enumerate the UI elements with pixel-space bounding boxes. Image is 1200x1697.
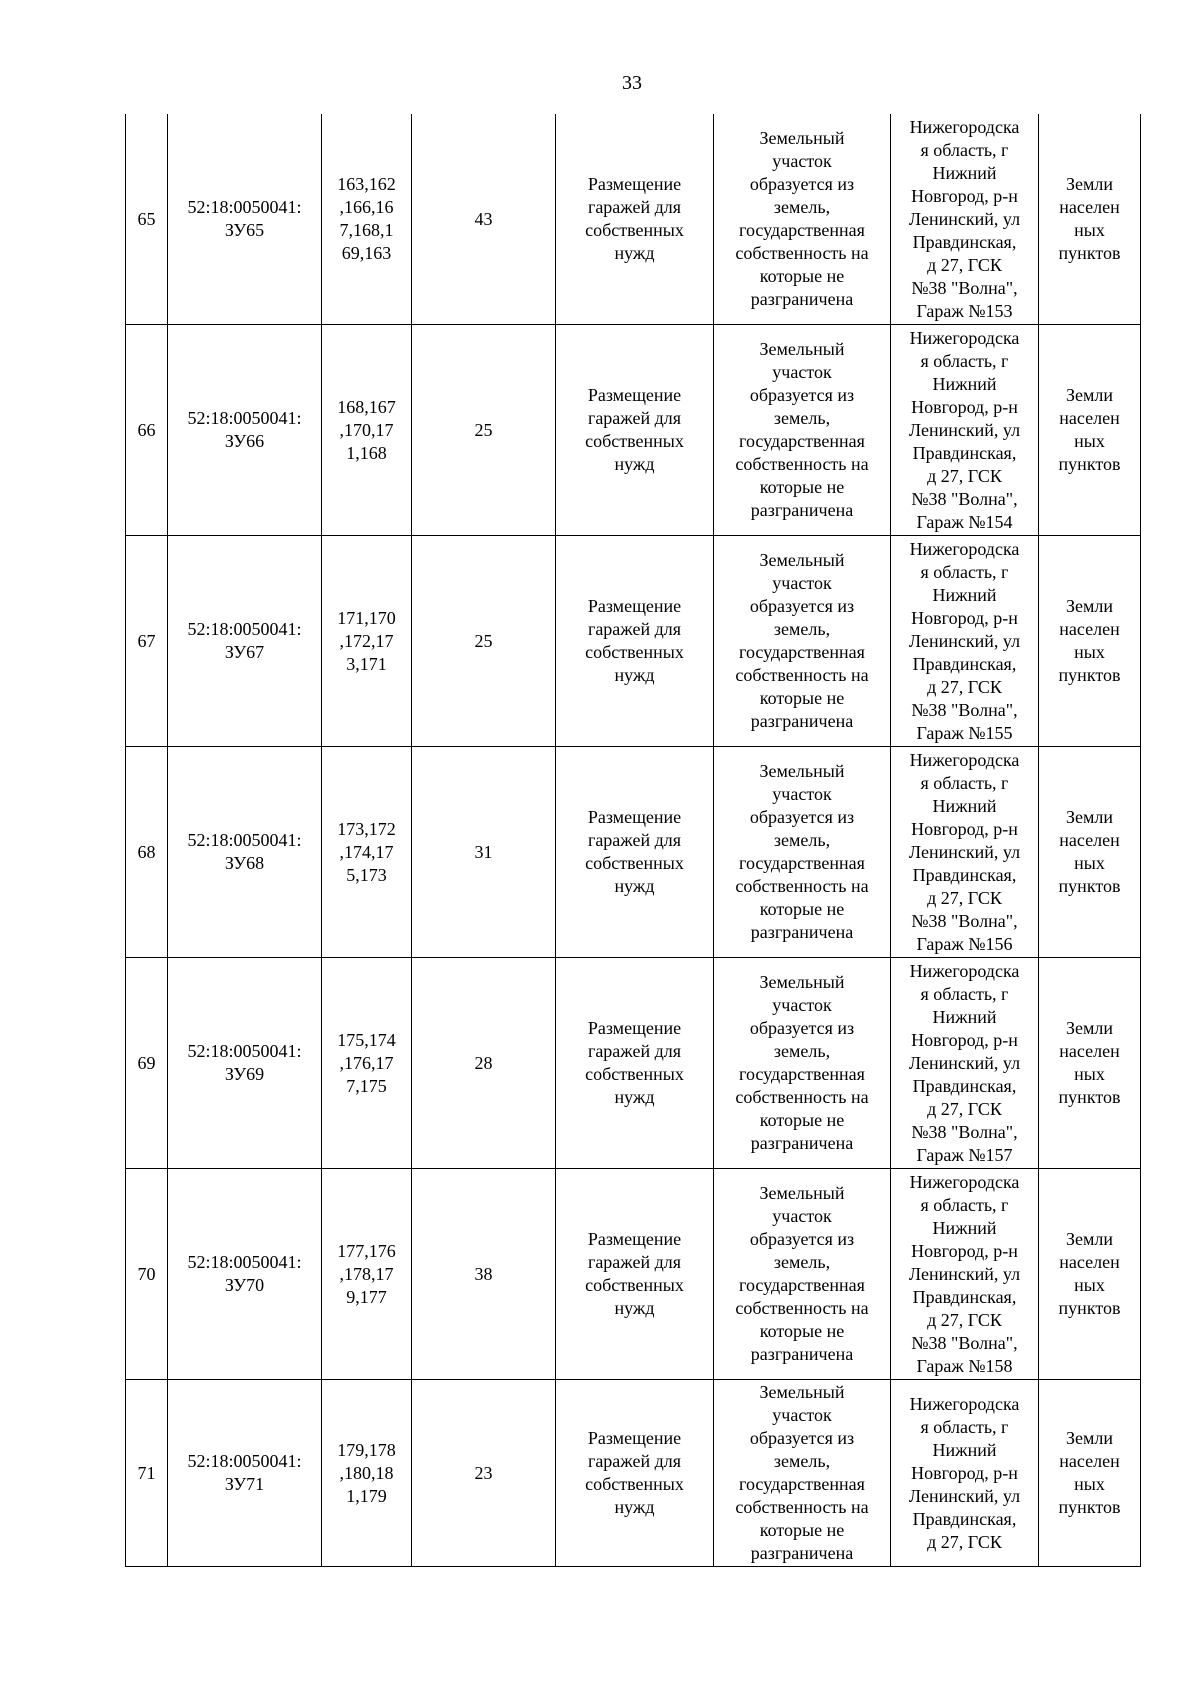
cell-line: гаражей для (587, 197, 682, 217)
land-category-cell (1039, 747, 1141, 958)
cell-line: Ленинский, ул (908, 208, 1021, 229)
cell-line: 7,175 (346, 1075, 387, 1096)
cell-line: земель, (773, 1451, 831, 1471)
cell-line: ных (1074, 1275, 1105, 1295)
permitted-use-cell (556, 958, 714, 1169)
cell-line: разграничена (750, 1344, 854, 1364)
cadastral-number-cell (168, 536, 322, 747)
address-cell (891, 325, 1039, 536)
cell-line: Земельный (759, 1382, 845, 1402)
cell-line: населен (1059, 197, 1120, 217)
cell-line: Размещение (587, 174, 682, 194)
page-number: 33 (622, 72, 642, 94)
table-row (126, 1380, 1141, 1567)
table-row (126, 536, 1141, 747)
cell-line: собственность на (735, 1087, 869, 1107)
cell-line: собственность на (735, 1497, 869, 1517)
cell-line: Нижегородска (909, 1171, 1020, 1192)
cell-line: государственная (739, 642, 865, 662)
land-category-cell (1039, 1169, 1141, 1380)
cell-line: Ленинский, ул (908, 1485, 1021, 1506)
boundary-points-cell (322, 1380, 412, 1567)
cell-line: нужд (614, 1298, 655, 1318)
formation-method-cell (714, 536, 891, 747)
cell-line: образуется из (749, 174, 855, 194)
cell-line: ных (1074, 853, 1105, 873)
cell-line: участок (772, 151, 832, 171)
cell-line: нужд (614, 876, 655, 896)
cell-line: Земли (1065, 807, 1113, 827)
cell-line: собственность на (735, 454, 869, 474)
address-cell (891, 958, 1039, 1169)
cell-line: земель, (773, 408, 831, 428)
formation-method-cell (714, 958, 891, 1169)
cell-line: земель, (773, 1041, 831, 1061)
cell-line: земель, (773, 1252, 831, 1272)
permitted-use-cell (556, 747, 714, 958)
row-number-cell: 66 (126, 325, 168, 536)
cell-line: я область, г (920, 1194, 1009, 1215)
cell-line: Нижний (932, 1217, 997, 1238)
cell-line: Правдинская, (912, 864, 1017, 885)
cell-line: Ленинский, ул (908, 841, 1021, 862)
address-cell (891, 1380, 1039, 1567)
cell-line: которые не (759, 1520, 845, 1540)
cell-line: 179,178 (337, 1439, 396, 1460)
cell-line: Новгород, р-н (911, 1029, 1018, 1050)
cell-line: Гараж №157 (916, 1144, 1013, 1165)
cell-line: я область, г (920, 1416, 1009, 1437)
cell-line: 52:18:0050041: (187, 619, 302, 639)
row-number-cell: 65 (126, 114, 168, 325)
cell-line: участок (772, 362, 832, 382)
cell-line: которые не (759, 266, 845, 286)
cell-line: ,170,17 (339, 419, 394, 440)
cell-line: разграничена (750, 1543, 854, 1563)
cell-line: ЗУ68 (224, 853, 265, 873)
cell-line: участок (772, 784, 832, 804)
cell-line: населен (1059, 408, 1120, 428)
formation-method-cell (714, 114, 891, 325)
cell-line: собственных (585, 642, 684, 662)
cell-line: государственная (739, 1474, 865, 1494)
table-row (126, 1169, 1141, 1380)
cell-line: земель, (773, 197, 831, 217)
cell-line: образуется из (749, 1229, 855, 1249)
area-cell: 23 (412, 1380, 556, 1567)
land-plots-table (125, 114, 1141, 1567)
cell-line: Нижегородска (909, 960, 1020, 981)
cell-line: ,176,17 (339, 1052, 394, 1073)
land-category-cell (1039, 958, 1141, 1169)
cell-line: образуется из (749, 596, 855, 616)
land-category-cell (1039, 114, 1141, 325)
cell-line: Земли (1065, 174, 1113, 194)
cell-line: я область, г (920, 772, 1009, 793)
cell-line: образуется из (749, 385, 855, 405)
cell-line: пунктов (1058, 1087, 1121, 1107)
cell-line: ,174,17 (339, 841, 394, 862)
cell-line: ных (1074, 642, 1105, 662)
cell-line: нужд (614, 454, 655, 474)
cell-line: Нижний (932, 1006, 997, 1027)
cell-line: Земельный (759, 128, 845, 148)
cell-line: Земельный (759, 1183, 845, 1203)
cell-line: Нижний (932, 373, 997, 394)
formation-method-cell (714, 325, 891, 536)
area-cell: 43 (412, 114, 556, 325)
cell-line: нужд (614, 1087, 655, 1107)
cell-line: 173,172 (337, 818, 396, 839)
row-number-cell: 71 (126, 1380, 168, 1567)
cell-line: 163,162 (337, 174, 396, 194)
cell-line: собственность на (735, 665, 869, 685)
cell-line: государственная (739, 431, 865, 451)
cell-line: 175,174 (337, 1029, 396, 1050)
cell-line: пунктов (1058, 665, 1121, 685)
cell-line: ЗУ71 (224, 1474, 265, 1494)
cell-line: пунктов (1058, 243, 1121, 263)
cell-line: я область, г (920, 983, 1009, 1004)
cell-line: Размещение (587, 1428, 682, 1448)
cell-line: 1,168 (346, 442, 387, 463)
cell-line: д 27, ГСК (927, 1098, 1002, 1119)
cell-line: 52:18:0050041: (187, 1252, 302, 1272)
cell-line: Ленинский, ул (908, 419, 1021, 440)
cell-line: 52:18:0050041: (187, 197, 302, 217)
cell-line: ЗУ69 (224, 1064, 265, 1084)
cell-line: Земли (1065, 1428, 1113, 1448)
boundary-points-cell (322, 958, 412, 1169)
cell-line: гаражей для (587, 830, 682, 850)
cell-line: собственных (585, 1275, 684, 1295)
cell-line: Нижегородска (909, 538, 1020, 559)
cell-line: которые не (759, 899, 845, 919)
cell-line: Размещение (587, 596, 682, 616)
cadastral-number-cell (168, 114, 322, 325)
cell-line: которые не (759, 1321, 845, 1341)
land-category-cell (1039, 1380, 1141, 1567)
cell-line: Новгород, р-н (911, 396, 1018, 417)
cell-line: Правдинская, (912, 1508, 1017, 1529)
table-row (126, 747, 1141, 958)
cell-line: Земли (1065, 1018, 1113, 1038)
cell-line: Нижегородска (909, 749, 1020, 770)
cell-line: №38 "Волна", (911, 488, 1018, 509)
boundary-points-cell (322, 747, 412, 958)
boundary-points-cell (322, 325, 412, 536)
formation-method-cell (714, 747, 891, 958)
cell-line: Новгород, р-н (911, 1462, 1018, 1483)
cell-line: №38 "Волна", (911, 910, 1018, 931)
cell-line: Размещение (587, 1229, 682, 1249)
cell-line: населен (1059, 619, 1120, 639)
area-cell: 31 (412, 747, 556, 958)
cell-line: Правдинская, (912, 442, 1017, 463)
cell-line: которые не (759, 477, 845, 497)
cell-line: ,172,17 (339, 630, 394, 651)
cell-line: гаражей для (587, 1041, 682, 1061)
cell-line: Размещение (587, 807, 682, 827)
cell-line: Правдинская, (912, 653, 1017, 674)
cell-line: собственность на (735, 1298, 869, 1318)
table-row (126, 958, 1141, 1169)
boundary-points-cell (322, 114, 412, 325)
cell-line: Размещение (587, 1018, 682, 1038)
cell-line: Земельный (759, 550, 845, 570)
cell-line: государственная (739, 853, 865, 873)
cell-line: Новгород, р-н (911, 1240, 1018, 1261)
area-cell: 25 (412, 325, 556, 536)
cell-line: разграничена (750, 1133, 854, 1153)
cell-line: ных (1074, 220, 1105, 240)
cell-line: 52:18:0050041: (187, 408, 302, 428)
cell-line: Новгород, р-н (911, 818, 1018, 839)
cell-line: ных (1074, 1064, 1105, 1084)
land-category-cell (1039, 536, 1141, 747)
cell-line: собственных (585, 220, 684, 240)
cell-line: ЗУ70 (224, 1275, 265, 1295)
area-cell: 25 (412, 536, 556, 747)
cell-line: 69,163 (341, 243, 392, 263)
cell-line: нужд (614, 243, 655, 263)
cell-line: разграничена (750, 289, 854, 309)
row-number-cell: 67 (126, 536, 168, 747)
cell-line: я область, г (920, 561, 1009, 582)
cell-line: 171,170 (337, 607, 396, 628)
row-number-cell: 69 (126, 958, 168, 1169)
cell-line: Правдинская, (912, 1075, 1017, 1096)
cell-line: разграничена (750, 711, 854, 731)
cell-line: гаражей для (587, 1451, 682, 1471)
address-cell (891, 747, 1039, 958)
cell-line: собственных (585, 853, 684, 873)
cell-line: которые не (759, 688, 845, 708)
cell-line: ЗУ66 (224, 431, 265, 451)
cell-line: Нижний (932, 795, 997, 816)
cell-line: пунктов (1058, 1298, 1121, 1318)
row-number-cell: 68 (126, 747, 168, 958)
cell-line: Размещение (587, 385, 682, 405)
cell-line: ,180,18 (339, 1462, 394, 1483)
cell-line: Гараж №155 (916, 722, 1013, 743)
cell-line: образуется из (749, 807, 855, 827)
cell-line: собственных (585, 1474, 684, 1494)
cell-line: гаражей для (587, 619, 682, 639)
cell-line: земель, (773, 830, 831, 850)
cell-line: Нижний (932, 584, 997, 605)
cell-line: Нижегородска (909, 1393, 1020, 1414)
cell-line: собственность на (735, 243, 869, 263)
cell-line: Земельный (759, 339, 845, 359)
cell-line: собственных (585, 1064, 684, 1084)
cell-line: Нижний (932, 162, 997, 183)
cell-line: Гараж №158 (916, 1355, 1013, 1376)
cell-line: населен (1059, 1252, 1120, 1272)
table-row (126, 325, 1141, 536)
cell-line: 3,171 (346, 653, 387, 674)
cell-line: населен (1059, 1451, 1120, 1471)
cell-line: пунктов (1058, 454, 1121, 474)
area-cell: 28 (412, 958, 556, 1169)
cell-line: Земли (1065, 1229, 1113, 1249)
area-cell: 38 (412, 1169, 556, 1380)
cell-line: Новгород, р-н (911, 607, 1018, 628)
cell-line: ,178,17 (339, 1263, 394, 1284)
cell-line: государственная (739, 1064, 865, 1084)
boundary-points-cell (322, 536, 412, 747)
permitted-use-cell (556, 1169, 714, 1380)
permitted-use-cell (556, 1380, 714, 1567)
row-number-cell: 70 (126, 1169, 168, 1380)
cell-line: Гараж №153 (916, 300, 1013, 321)
cell-line: собственных (585, 431, 684, 451)
cell-line: д 27, ГСК (927, 676, 1002, 697)
cell-line: нужд (614, 665, 655, 685)
cell-line: 168,167 (337, 396, 396, 417)
cell-line: д 27, ГСК (927, 1531, 1002, 1552)
cell-line: которые не (759, 1110, 845, 1130)
cell-line: ных (1074, 431, 1105, 451)
cell-line: Новгород, р-н (911, 185, 1018, 206)
cell-line: участок (772, 1206, 832, 1226)
cell-line: я область, г (920, 139, 1009, 160)
cell-line: Ленинский, ул (908, 1052, 1021, 1073)
cell-line: 52:18:0050041: (187, 1041, 302, 1061)
permitted-use-cell (556, 114, 714, 325)
land-category-cell (1039, 325, 1141, 536)
cell-line: д 27, ГСК (927, 1309, 1002, 1330)
cell-line: Ленинский, ул (908, 630, 1021, 651)
cell-line: Земли (1065, 385, 1113, 405)
permitted-use-cell (556, 325, 714, 536)
cell-line: д 27, ГСК (927, 254, 1002, 275)
address-cell (891, 114, 1039, 325)
cadastral-number-cell (168, 1380, 322, 1567)
cell-line: 52:18:0050041: (187, 830, 302, 850)
cell-line: ных (1074, 1474, 1105, 1494)
cadastral-number-cell (168, 325, 322, 536)
cell-line: участок (772, 995, 832, 1015)
cell-line: 1,179 (346, 1485, 387, 1506)
cell-line: Нижегородска (909, 327, 1020, 348)
cell-line: нужд (614, 1497, 655, 1517)
cell-line: Нижегородска (909, 116, 1020, 137)
formation-method-cell (714, 1380, 891, 1567)
cell-line: Нижний (932, 1439, 997, 1460)
cell-line: разграничена (750, 500, 854, 520)
cell-line: собственность на (735, 876, 869, 896)
cell-line: государственная (739, 220, 865, 240)
cell-line: участок (772, 573, 832, 593)
table-body (126, 114, 1141, 1567)
cell-line: пунктов (1058, 876, 1121, 896)
cell-line: образуется из (749, 1428, 855, 1448)
boundary-points-cell (322, 1169, 412, 1380)
cell-line: Земельный (759, 761, 845, 781)
cell-line: Правдинская, (912, 1286, 1017, 1307)
cell-line: Земельный (759, 972, 845, 992)
cadastral-number-cell (168, 747, 322, 958)
cell-line: д 27, ГСК (927, 887, 1002, 908)
cell-line: ЗУ67 (224, 642, 265, 662)
cadastral-number-cell (168, 958, 322, 1169)
cell-line: 5,173 (346, 864, 387, 885)
table-row (126, 114, 1141, 325)
formation-method-cell (714, 1169, 891, 1380)
cell-line: №38 "Волна", (911, 277, 1018, 298)
cell-line: населен (1059, 830, 1120, 850)
cell-line: Гараж №156 (916, 933, 1013, 954)
cell-line: образуется из (749, 1018, 855, 1038)
cell-line: №38 "Волна", (911, 1332, 1018, 1353)
cadastral-number-cell (168, 1169, 322, 1380)
cell-line: Правдинская, (912, 231, 1017, 252)
cell-line: государственная (739, 1275, 865, 1295)
cell-line: ЗУ65 (224, 220, 265, 240)
cell-line: №38 "Волна", (911, 1121, 1018, 1142)
cell-line: разграничена (750, 922, 854, 942)
cell-line: земель, (773, 619, 831, 639)
cell-line: гаражей для (587, 1252, 682, 1272)
cell-line: 7,168,1 (339, 220, 394, 240)
cell-line: Ленинский, ул (908, 1263, 1021, 1284)
cell-line: ,166,16 (339, 197, 394, 217)
cell-line: гаражей для (587, 408, 682, 428)
cell-line: 9,177 (346, 1286, 387, 1307)
cell-line: пунктов (1058, 1497, 1121, 1517)
address-cell (891, 536, 1039, 747)
cell-line: №38 "Волна", (911, 699, 1018, 720)
cell-line: 177,176 (337, 1240, 396, 1261)
cell-line: д 27, ГСК (927, 465, 1002, 486)
permitted-use-cell (556, 536, 714, 747)
cell-line: Земли (1065, 596, 1113, 616)
cell-line: участок (772, 1405, 832, 1425)
cell-line: я область, г (920, 350, 1009, 371)
cell-line: населен (1059, 1041, 1120, 1061)
address-cell (891, 1169, 1039, 1380)
cell-line: 52:18:0050041: (187, 1451, 302, 1471)
cell-line: Гараж №154 (916, 511, 1013, 532)
